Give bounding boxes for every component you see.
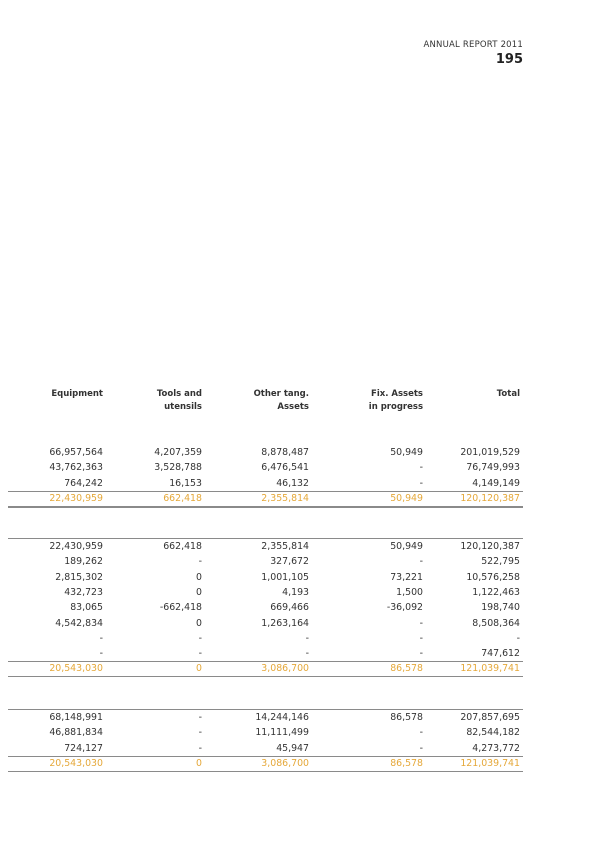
total-cell: 20,543,030: [49, 757, 103, 769]
table-cell: 522,795: [481, 556, 520, 568]
table-cell: 2,355,814: [261, 541, 309, 552]
total-cell: 86,578: [390, 663, 423, 675]
column-header-line1: Total: [496, 389, 520, 399]
table-cell: -: [419, 727, 423, 739]
table-cell: 662,418: [163, 541, 202, 552]
total-cell: 121,039,741: [460, 663, 520, 675]
table-cell: 66,957,564: [49, 447, 103, 458]
table-cell: 327,672: [270, 556, 309, 568]
table-cell: -: [419, 742, 423, 754]
table-cell: 432,723: [64, 586, 103, 598]
table-cell: 76,749,993: [466, 462, 520, 474]
table-cell: -: [305, 632, 309, 644]
table-cell: 1,001,105: [261, 571, 309, 583]
section-separator: [8, 507, 523, 508]
table-cell: -: [198, 648, 202, 660]
table-cell: 82,544,182: [466, 727, 520, 739]
total-cell: 86,578: [390, 757, 423, 769]
table-cell: -: [198, 712, 202, 723]
table-cell: 189,262: [64, 556, 103, 568]
table-cell: -: [99, 632, 103, 644]
table-cell: 4,273,772: [472, 742, 520, 754]
total-cell: 20,543,030: [49, 663, 103, 675]
table-cell: 4,193: [282, 586, 309, 598]
table-cell: 10,576,258: [466, 571, 520, 583]
table-cell: -: [99, 648, 103, 660]
table-cell: 0: [196, 586, 202, 598]
table-cell: 1,500: [396, 586, 423, 598]
total-cell: 3,086,700: [261, 757, 309, 769]
table-cell: 68,148,991: [49, 712, 103, 723]
column-header: [13, 388, 103, 401]
table-cell: 8,878,487: [261, 447, 309, 458]
table-cell: -: [419, 556, 423, 568]
table-cell: -: [198, 556, 202, 568]
table-cell: 4,149,149: [472, 477, 520, 489]
report-label: ANNUAL REPORT 2011: [423, 40, 523, 50]
total-rule-top: [8, 756, 523, 757]
section-separator: [8, 538, 523, 539]
table-cell: 86,578: [390, 712, 423, 723]
section-separator: [8, 709, 523, 710]
total-rule-top: [8, 491, 523, 492]
table-cell: -: [516, 632, 520, 644]
table-cell: 207,857,695: [460, 712, 520, 723]
total-cell: 50,949: [390, 492, 423, 504]
table-cell: 46,132: [276, 477, 309, 489]
total-rule-top: [8, 661, 523, 662]
table-cell: 8,508,364: [472, 617, 520, 629]
table-cell: 43,762,363: [49, 462, 103, 474]
column-header-line2: utensils: [164, 402, 202, 412]
table-cell: 2,815,302: [55, 571, 103, 583]
table-cell: 3,528,788: [154, 462, 202, 474]
table-cell: 764,242: [64, 477, 103, 489]
table-cell: -: [198, 742, 202, 754]
table-cell: 83,065: [70, 602, 103, 614]
total-cell: 121,039,741: [460, 757, 520, 769]
column-header-line2: Assets: [277, 402, 309, 412]
table-cell: -: [419, 477, 423, 489]
total-cell: 120,120,387: [460, 492, 520, 504]
table-cell: -: [419, 648, 423, 660]
table-cell: 1,122,463: [472, 586, 520, 598]
table-cell: -662,418: [159, 602, 202, 614]
table-cell: 1,263,164: [261, 617, 309, 629]
table-cell: 198,740: [481, 602, 520, 614]
table-cell: -: [419, 632, 423, 644]
total-cell: 3,086,700: [261, 663, 309, 675]
table-cell: -: [198, 632, 202, 644]
table-cell: 669,466: [270, 602, 309, 614]
column-header-line1: Other tang.: [253, 389, 309, 399]
table-cell: 73,221: [390, 571, 423, 583]
table-cell: -: [305, 648, 309, 660]
table-cell: 0: [196, 617, 202, 629]
column-header-line1: Equipment: [51, 389, 103, 399]
table-cell: 14,244,146: [255, 712, 309, 723]
table-cell: 747,612: [481, 648, 520, 660]
table-cell: 22,430,959: [49, 541, 103, 552]
table-cell: 11,111,499: [255, 727, 309, 739]
column-header-line1: Fix. Assets: [371, 389, 423, 399]
table-cell: 724,127: [64, 742, 103, 754]
column-header: [333, 388, 423, 414]
total-cell: 22,430,959: [49, 492, 103, 504]
table-cell: 16,153: [169, 477, 202, 489]
total-cell: 0: [196, 663, 202, 675]
table-cell: -36,092: [386, 602, 423, 614]
column-header: [430, 388, 520, 401]
table-cell: 46,881,834: [49, 727, 103, 739]
column-header-line2: in progress: [368, 402, 423, 412]
total-cell: 662,418: [163, 492, 202, 504]
total-rule-bottom: [8, 771, 523, 772]
column-header-line1: Tools and: [156, 389, 202, 399]
table-cell: 50,949: [390, 541, 423, 552]
table-cell: 4,542,834: [55, 617, 103, 629]
table-cell: -: [198, 727, 202, 739]
total-rule-bottom: [8, 676, 523, 677]
page-number: 195: [495, 52, 523, 67]
table-cell: 120,120,387: [460, 541, 520, 552]
table-cell: 4,207,359: [154, 447, 202, 458]
table-cell: 201,019,529: [460, 447, 520, 458]
table-cell: 0: [196, 571, 202, 583]
table-cell: 50,949: [390, 447, 423, 458]
table-cell: 45,947: [276, 742, 309, 754]
table-cell: -: [419, 617, 423, 629]
column-header: [219, 388, 309, 414]
column-header: [122, 388, 202, 414]
total-cell: 2,355,814: [261, 492, 309, 504]
table-cell: 6,476,541: [261, 462, 309, 474]
table-cell: -: [419, 462, 423, 474]
total-cell: 0: [196, 757, 202, 769]
